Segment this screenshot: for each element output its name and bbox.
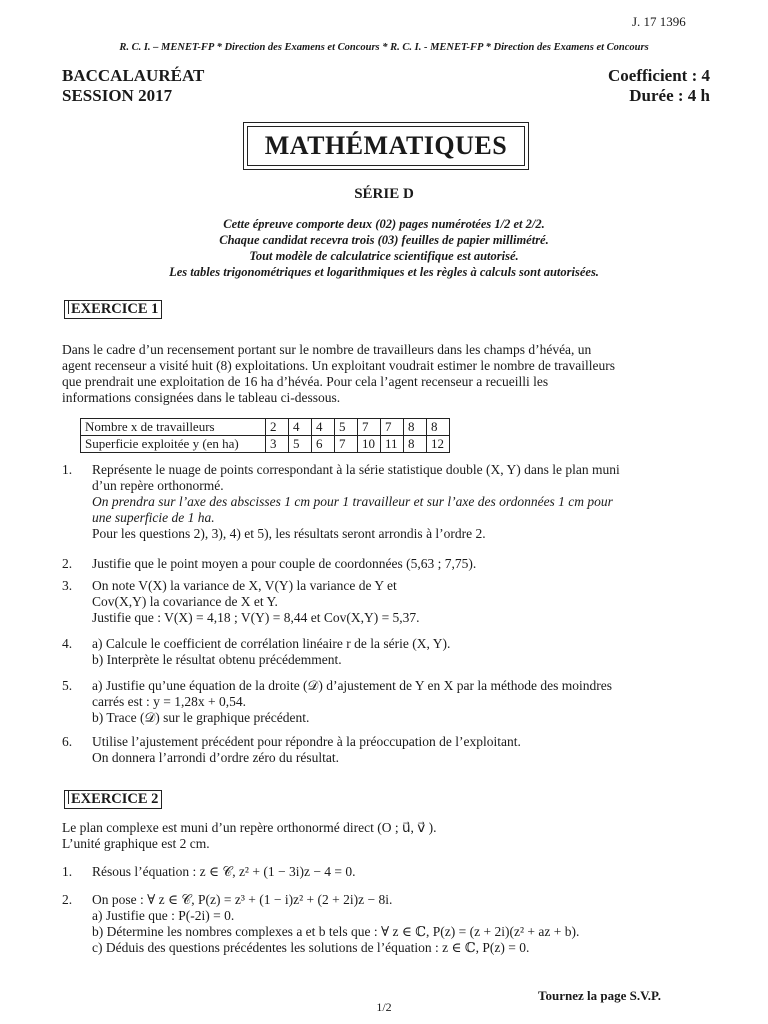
- row-header-area: Superficie exploitée y (en ha): [81, 436, 266, 453]
- question-number: 1.: [62, 864, 73, 879]
- question-line: b) Détermine les nombres complexes a et b tels que : ∀ z ∈ ℂ, P(z) = (z + 2i)(z² + az + b).: [92, 924, 580, 939]
- question-line: carrés est : y = 1,28x + 0,54.: [92, 694, 246, 709]
- subject-title: MATHÉMATIQUES: [247, 126, 525, 166]
- question-number: 1.: [62, 462, 73, 477]
- question-line: d’un repère orthonormé.: [92, 478, 224, 493]
- question-number: 2.: [62, 556, 73, 571]
- ex1-question-2: [62, 556, 722, 572]
- ex2-question-1: [62, 864, 722, 880]
- question-number: 2.: [62, 892, 73, 907]
- ministry-banner: R. C. I. – MENET-FP * Direction des Examens et Concours * R. C. I. - MENET-FP * Direction des Examens et Concours: [119, 42, 649, 53]
- ex1-question-6: [62, 734, 722, 766]
- exercise-1-intro: [62, 342, 742, 406]
- question-line: a) Calcule le coefficient de corrélation linéaire r de la série (X, Y).: [92, 636, 451, 651]
- intro-line: que prendrait une exploitation de 16 ha d’hévéa. Pour cela l’agent recenseur a recueilli les: [62, 374, 549, 389]
- table-cell: 7: [358, 419, 381, 436]
- question-line: Résous l’équation : z ∈ 𝒞, z² + (1 − 3i)z − 4 = 0.: [92, 864, 356, 879]
- question-number: 3.: [62, 578, 73, 593]
- turn-page-note: Tournez la page S.V.P.: [538, 988, 662, 1003]
- question-number: 4.: [62, 636, 73, 651]
- question-line: Justifie que : V(X) = 4,18 ; V(Y) = 8,44 et Cov(X,Y) = 5,37.: [92, 610, 420, 625]
- instruction-line: Chaque candidat recevra trois (03) feuilles de papier millimétré.: [219, 233, 549, 247]
- intro-line: agent recenseur a visité huit (8) exploitations. Un exploitant voudrait estimer le nombre de travailleurs: [62, 358, 615, 373]
- instruction-line: Tout modèle de calculatrice scientifique est autorisé.: [249, 249, 519, 263]
- ex2-question-2: [62, 892, 722, 956]
- table-cell: 4: [312, 419, 335, 436]
- table-cell: 7: [335, 436, 358, 453]
- data-table: [80, 418, 450, 453]
- question-line: On note V(X) la variance de X, V(Y) la variance de Y et: [92, 578, 397, 593]
- exam-name: BACCALAURÉAT: [62, 66, 205, 85]
- intro-line: informations consignées dans le tableau ci-dessous.: [62, 390, 341, 405]
- table-cell: 8: [427, 419, 450, 436]
- table-cell: 10: [358, 436, 381, 453]
- coefficient: Coefficient : 4: [608, 66, 710, 85]
- intro-line: Dans le cadre d’un recensement portant sur le nombre de travailleurs dans les champs d’hévéa, un: [62, 342, 592, 357]
- subject-title-box: [243, 122, 529, 170]
- table-row: [81, 419, 450, 436]
- intro-line: L’unité graphique est 2 cm.: [62, 836, 210, 851]
- serie-title: SÉRIE D: [354, 186, 414, 202]
- table-cell: 11: [381, 436, 404, 453]
- ex1-question-5: [62, 678, 722, 726]
- exam-session: SESSION 2017: [62, 86, 173, 105]
- question-number: 6.: [62, 734, 73, 749]
- exercise-2-intro: [62, 820, 742, 852]
- question-line: Représente le nuage de points correspondant à la série statistique double (X, Y) dans le plan muni: [92, 462, 620, 477]
- table-cell: 3: [266, 436, 289, 453]
- question-line: On pose : ∀ z ∈ 𝒞, P(z) = z³ + (1 − i)z² + (2 + 2i)z − 8i.: [92, 892, 393, 907]
- exercise-2-label: EXERCICE 2: [64, 790, 162, 809]
- table-cell: 2: [266, 419, 289, 436]
- table-cell: 4: [289, 419, 312, 436]
- question-line: Justifie que le point moyen a pour couple de coordonnées (5,63 ; 7,75).: [92, 556, 477, 571]
- ex1-question-4: [62, 636, 722, 668]
- table-cell: 5: [335, 419, 358, 436]
- instruction-line: Cette épreuve comporte deux (02) pages numérotées 1/2 et 2/2.: [223, 217, 545, 231]
- exam-info: [62, 66, 204, 106]
- question-line: a) Justifie que : P(-2i) = 0.: [92, 908, 235, 923]
- exercise-1-label: EXERCICE 1: [64, 300, 162, 319]
- exam-meta: [560, 66, 710, 106]
- table-cell: 8: [404, 419, 427, 436]
- table-row: [81, 436, 450, 453]
- question-line: Utilise l’ajustement précédent pour répondre à la préoccupation de l’exploitant.: [92, 734, 521, 749]
- question-line: On donnera l’arrondi d’ordre zéro du résultat.: [92, 750, 340, 765]
- table-cell: 6: [312, 436, 335, 453]
- ex1-question-1: [62, 462, 722, 542]
- duration: Durée : 4 h: [629, 86, 710, 105]
- table-cell: 7: [381, 419, 404, 436]
- page-number: 1/2: [376, 1000, 392, 1014]
- table-cell: 12: [427, 436, 450, 453]
- ex1-question-3: [62, 578, 722, 626]
- table-cell: 5: [289, 436, 312, 453]
- question-line: c) Déduis des questions précédentes les solutions de l’équation : z ∈ ℂ, P(z) = 0.: [92, 940, 530, 955]
- instruction-line: Les tables trigonométriques et logarithmiques et les règles à calculs sont autorisées.: [169, 265, 599, 279]
- intro-line: Le plan complexe est muni d’un repère orthonormé direct (O ; u⃗, v⃗ ).: [62, 820, 437, 835]
- document-reference: J. 17 1396: [632, 14, 686, 29]
- question-number: 5.: [62, 678, 73, 693]
- question-line: Pour les questions 2), 3), 4) et 5), les résultats seront arrondis à l’ordre 2.: [92, 526, 486, 541]
- question-line: Cov(X,Y) la covariance de X et Y.: [92, 594, 278, 609]
- exam-instructions: [0, 216, 768, 280]
- table-cell: 8: [404, 436, 427, 453]
- question-hint: une superficie de 1 ha.: [92, 510, 215, 525]
- question-line: a) Justifie qu’une équation de la droite (𝒟) d’ajustement de Y en X par la méthode des moindres: [92, 678, 612, 693]
- question-hint: On prendra sur l’axe des abscisses 1 cm pour 1 travailleur et sur l’axe des ordonnées 1 cm pour: [92, 494, 613, 509]
- question-line: b) Trace (𝒟) sur le graphique précédent.: [92, 710, 310, 725]
- question-line: b) Interprète le résultat obtenu précédemment.: [92, 652, 342, 667]
- row-header-workers: Nombre x de travailleurs: [81, 419, 266, 436]
